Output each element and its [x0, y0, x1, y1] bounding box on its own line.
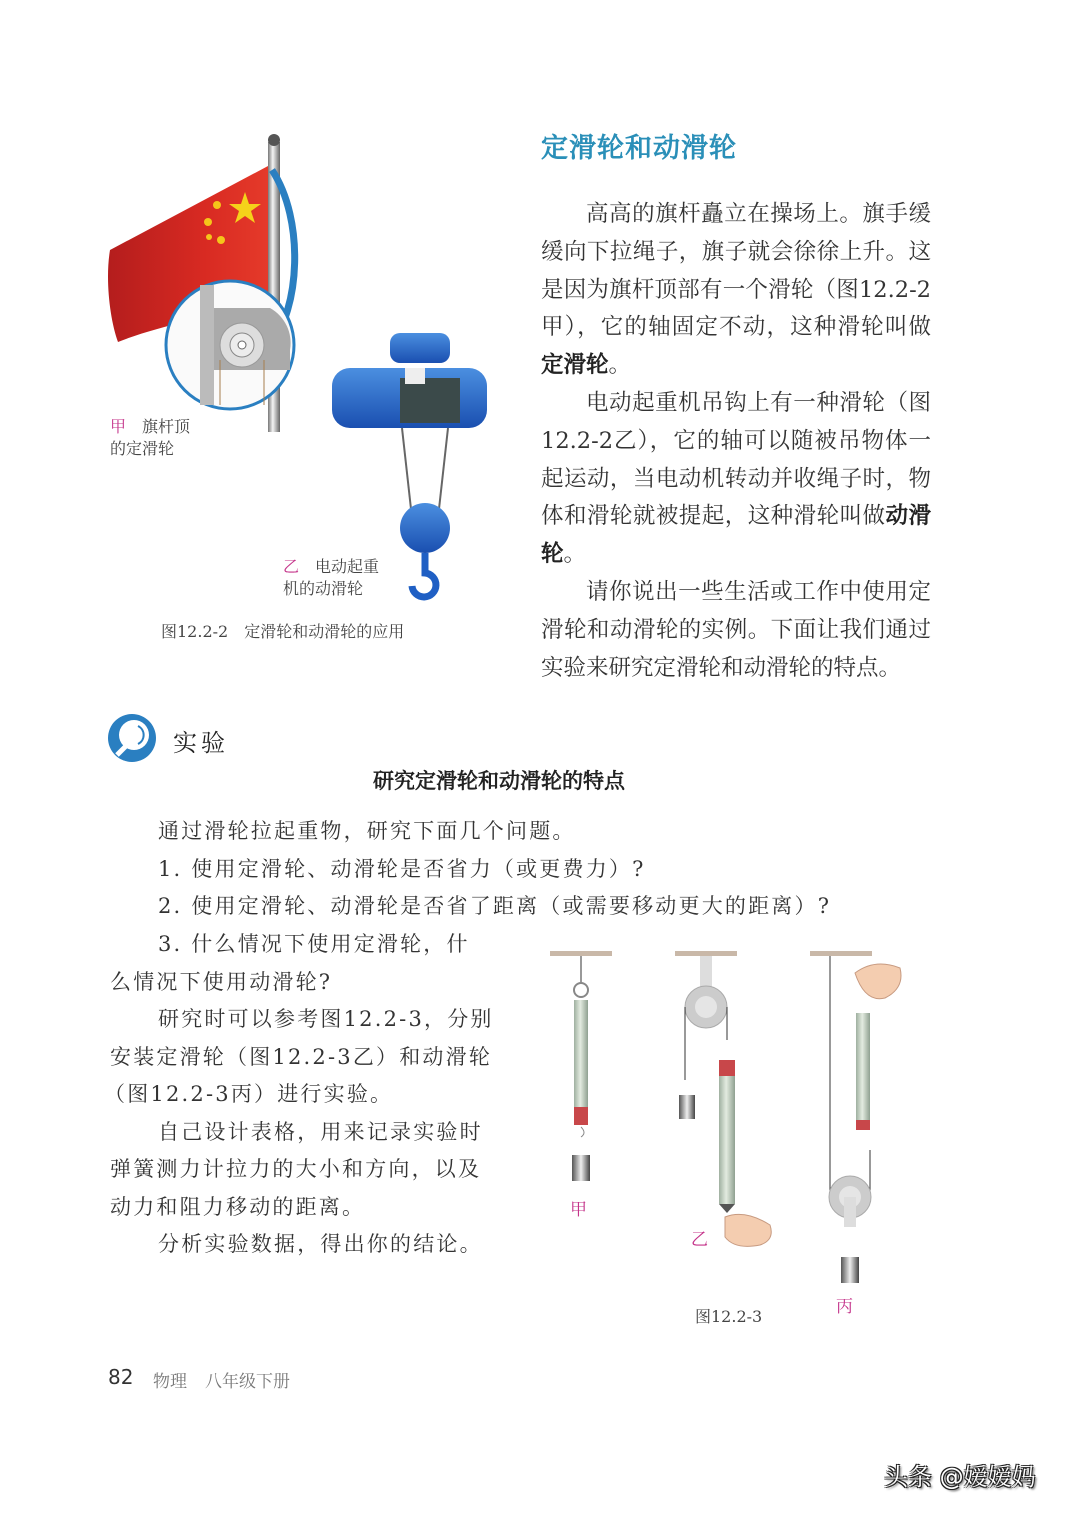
- pulley-experiment-diagram: [545, 945, 915, 1315]
- label-jia: 甲: [110, 417, 127, 436]
- figure-12-2-3-caption: 图12.2-3: [695, 1307, 763, 1326]
- intro-text: [541, 196, 931, 687]
- caption-movable-pulley: 乙 电动起重 机的动滑轮: [283, 557, 380, 598]
- experiment-intro: 通过滑轮拉起重物，研究下面几个问题。: [158, 819, 576, 843]
- label-yi-experiment: 乙: [691, 1230, 708, 1250]
- experiment-instructions: 3. 什么情况下使用定滑轮，什 么情况下使用动滑轮? 研究时可以参考图12.2-3，分别 安装定滑轮（图12.2-3乙）和动滑轮 （图12.2-3丙）进行实验。 自己设计表格，用来记录实验时 弹簧测力计拉力的大小和方向，以及 动力和阻力移动的距离。 分析实验数据，得出你的结论。: [110, 926, 510, 1264]
- term-movable-pulley: 动滑轮: [541, 503, 931, 568]
- label-bing-experiment: 丙: [836, 1297, 853, 1317]
- paragraph-movable-pulley: 电动起重机吊钩上有一种滑轮（图12.2-2乙），它的轴可以随被吊物体一起运动，当电动机转动并收绳子时，物体和滑轮就被提起，这种滑轮叫做动滑轮。: [541, 389, 931, 568]
- label-jia-experiment: 甲: [570, 1200, 587, 1220]
- term-fixed-pulley: 定滑轮: [541, 352, 609, 379]
- label-yi: 乙: [283, 557, 300, 576]
- experiment-icon: [107, 713, 157, 763]
- figure-12-2-2-caption: 图12.2-2 定滑轮和动滑轮的应用: [161, 622, 405, 641]
- book-grade: 八年级下册: [205, 1372, 290, 1392]
- book-subject: 物理: [153, 1372, 187, 1392]
- instruction-analyze: 分析实验数据，得出你的结论。: [158, 1232, 483, 1256]
- question-2: 2. 使用定滑轮、动滑轮是否省了距离（或需要移动更大的距离）?: [158, 894, 832, 918]
- book-info: [153, 1367, 308, 1392]
- paragraph-fixed-pulley: 高高的旗杆矗立在操场上。旗手缓缓向下拉绳子，旗子就会徐徐上升。这是因为旗杆顶部有一个滑轮（图12.2-2甲），它的轴固定不动，这种滑轮叫做定滑轮。: [541, 201, 931, 379]
- paragraph-examples: 请你说出一些生活或工作中使用定滑轮和动滑轮的实例。下面让我们通过实验来研究定滑轮和动滑轮的特点。: [541, 578, 931, 681]
- experiment-questions: [158, 813, 831, 926]
- section-title: 定滑轮和动滑轮: [541, 133, 737, 164]
- experiment-label: 实验: [173, 729, 229, 757]
- caption-fixed-pulley: 甲 旗杆顶 的定滑轮: [110, 417, 191, 458]
- instruction-setup: 研究时可以参考图12.2-3，分别: [158, 1007, 494, 1031]
- instruction-record: 自己设计表格，用来记录实验时: [158, 1119, 483, 1144]
- page-number: 82: [108, 1365, 134, 1389]
- question-3: 3. 什么情况下使用定滑轮，什: [158, 932, 470, 956]
- flagpole-illustration: [100, 130, 310, 440]
- watermark: 头条 @嫒嫒妈: [884, 1463, 1036, 1491]
- question-1: 1. 使用定滑轮、动滑轮是否省力（或更费力）?: [158, 856, 646, 881]
- experiment-subtitle: 研究定滑轮和动滑轮的特点: [373, 769, 625, 793]
